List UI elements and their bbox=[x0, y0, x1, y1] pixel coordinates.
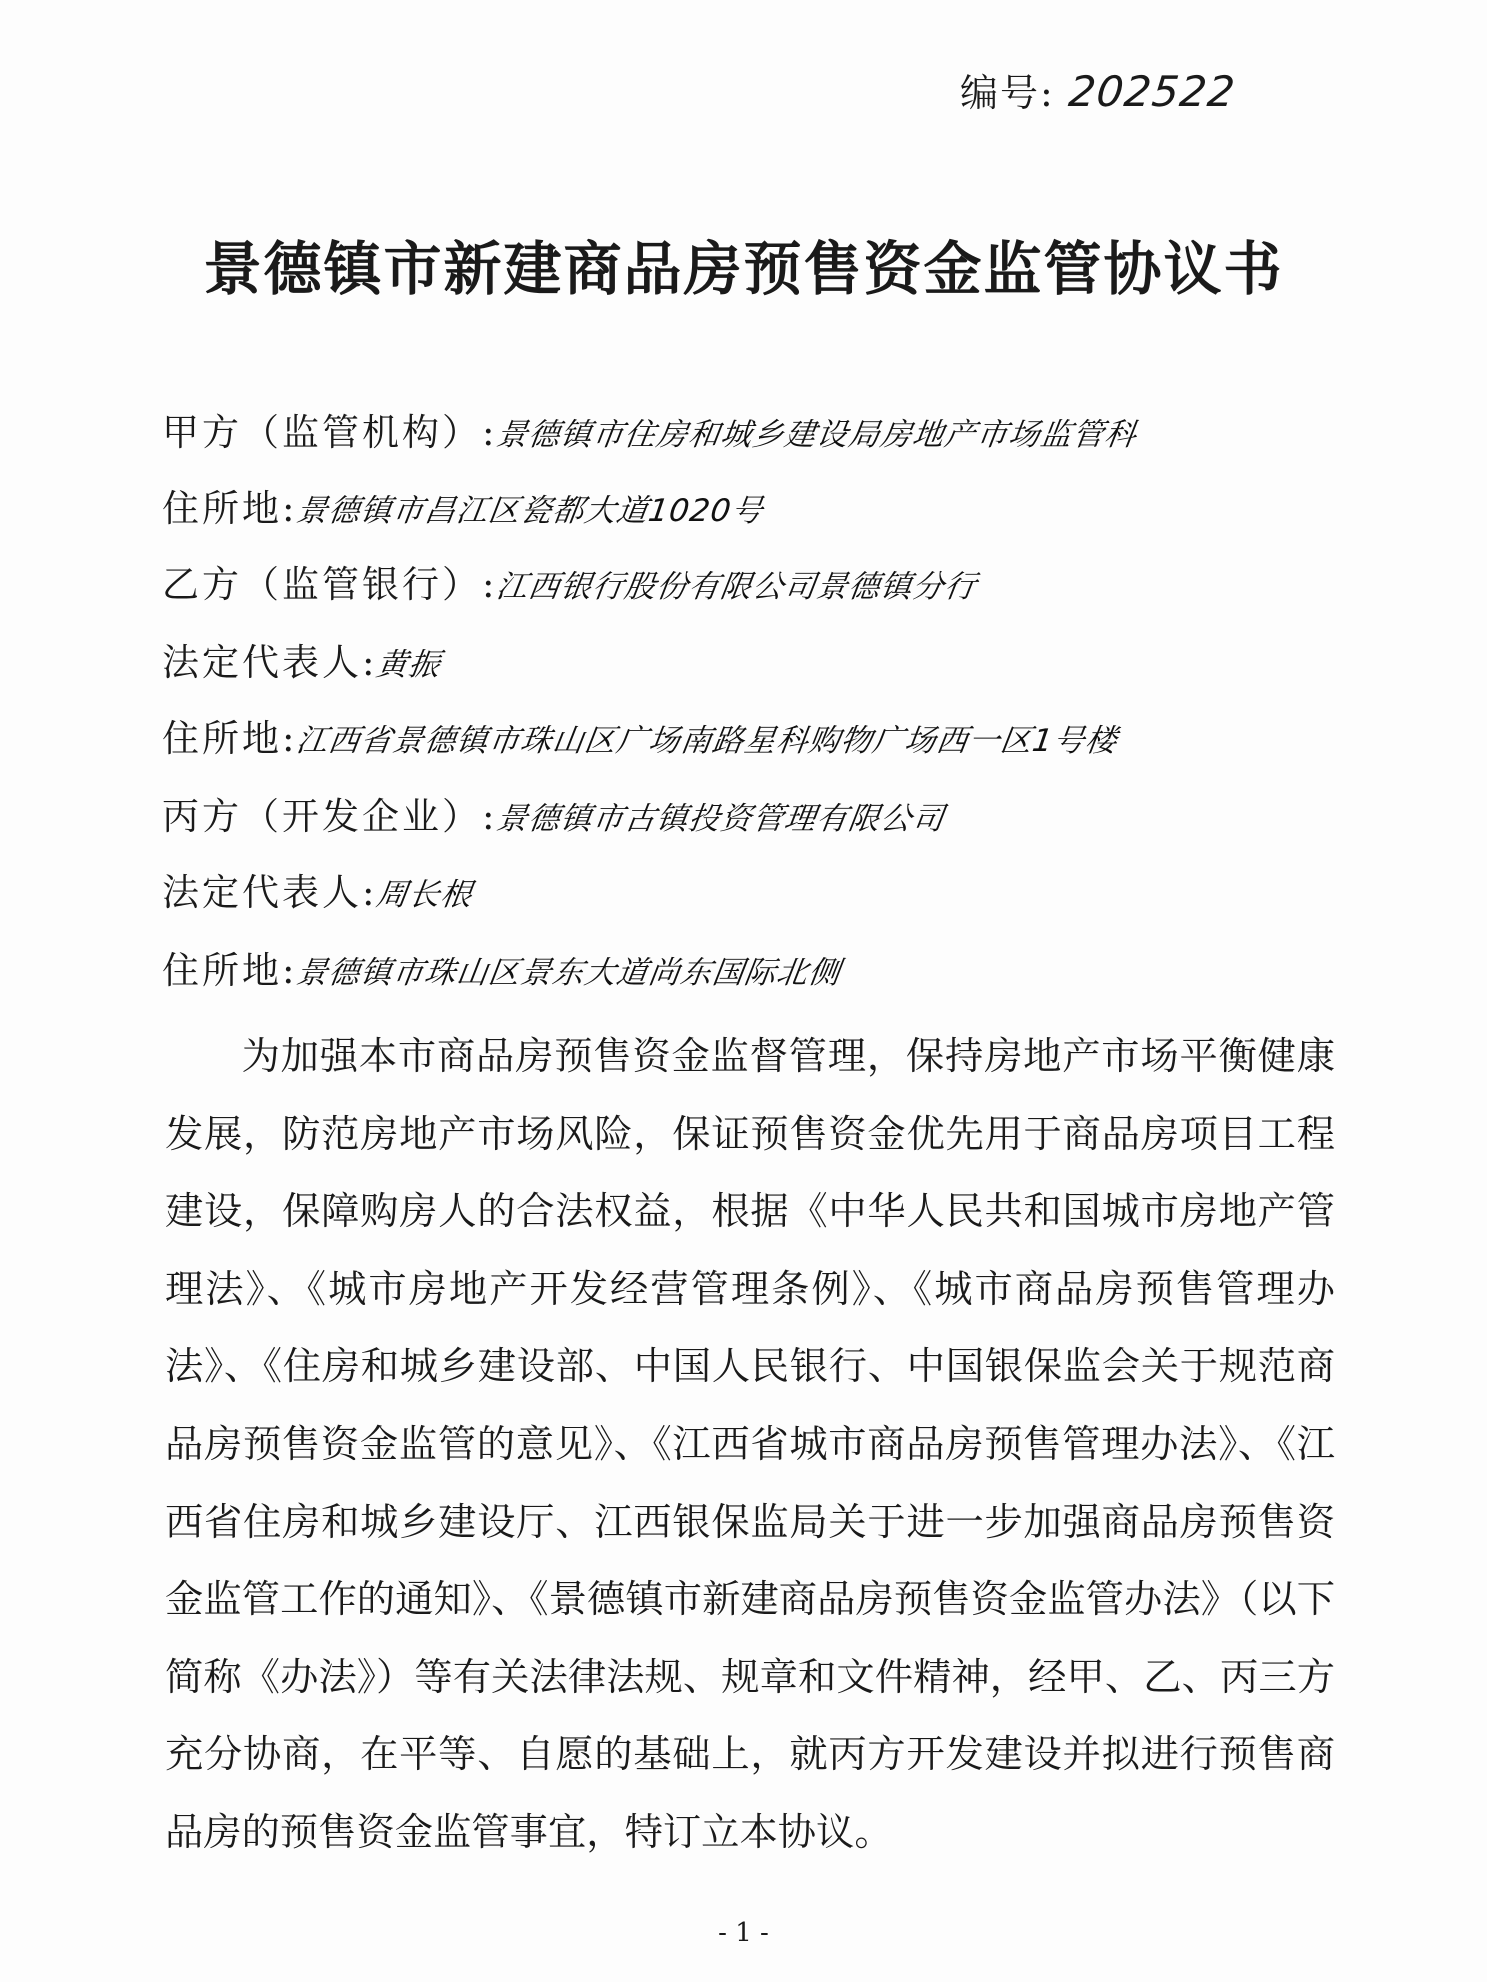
party-c-label: 丙方（开发企业）: bbox=[162, 795, 498, 838]
serial-number bbox=[960, 62, 1238, 117]
preamble-paragraph: 为加强本市商品房预售资金监督管理，保持房地产市场平衡健康发展，防范房地产市场风险，保证预售资金优先用于商品房项目工程建设，保障购房人的合法权益，根据《中华人民共和国城市房地产管理法》、《城市房地产开发经营管理条例》、《城市商品房预售管理办法》、《住房和城乡建设部、中国人民银行、中国银保监会关于规范商品房预售资金监管的意见》、《江西省城市商品房预售管理办法》、《江西省住房和城乡建设厅、江西银保监局关于进一步加强商品房预售资金监管工作的通知》、《景德镇市新建商品房预售资金监管办法》（以下简称《办法》）等有关法律法规、规章和文件精神，经甲、乙、丙三方充分协商，在平等、自愿的基础上，就丙方开发建设并拟进行预售商品房的预售资金监管事宜，特订立本协议。 bbox=[165, 1034, 1335, 1855]
party-c-address-value: 景德镇市珠山区景东大道尚东国际北侧 bbox=[294, 955, 844, 991]
party-b-address-label: 住所地: bbox=[162, 717, 298, 760]
party-a-label: 甲方（监管机构）: bbox=[162, 411, 498, 454]
party-b-address-value: 江西省景德镇市珠山区广场南路星科购物广场西一区1号楼 bbox=[294, 723, 1121, 759]
party-b-line bbox=[162, 554, 980, 608]
page-number: - 1 - bbox=[718, 1918, 769, 1948]
party-c-representative-label: 法定代表人: bbox=[162, 871, 378, 914]
party-a-line bbox=[162, 402, 1140, 456]
party-b-representative-label: 法定代表人: bbox=[162, 641, 378, 684]
serial-label: 编号: bbox=[960, 71, 1055, 115]
party-c-line bbox=[162, 786, 948, 840]
party-b-address-line bbox=[162, 708, 1121, 762]
document-title: 景德镇市新建商品房预售资金监管协议书 bbox=[203, 235, 1284, 303]
party-b-label: 乙方（监管银行）: bbox=[162, 563, 498, 606]
party-a-address-label: 住所地: bbox=[162, 487, 298, 530]
party-c-address-label: 住所地: bbox=[162, 949, 298, 992]
party-b-representative-line bbox=[162, 632, 444, 686]
party-c-address-line bbox=[162, 940, 844, 994]
serial-value: 202522 bbox=[1066, 67, 1238, 116]
party-b-representative-value: 黄振 bbox=[374, 647, 444, 683]
party-a-value: 景德镇市住房和城乡建设局房地产市场监管科 bbox=[494, 417, 1140, 453]
party-b-value: 江西银行股份有限公司景德镇分行 bbox=[494, 569, 980, 605]
party-a-address-value: 景德镇市昌江区瓷都大道1020号 bbox=[294, 493, 767, 529]
party-c-value: 景德镇市古镇投资管理有限公司 bbox=[494, 801, 948, 837]
party-c-representative-value: 周长根 bbox=[374, 877, 476, 913]
party-a-address-line bbox=[162, 478, 767, 532]
party-c-representative-line bbox=[162, 862, 476, 916]
